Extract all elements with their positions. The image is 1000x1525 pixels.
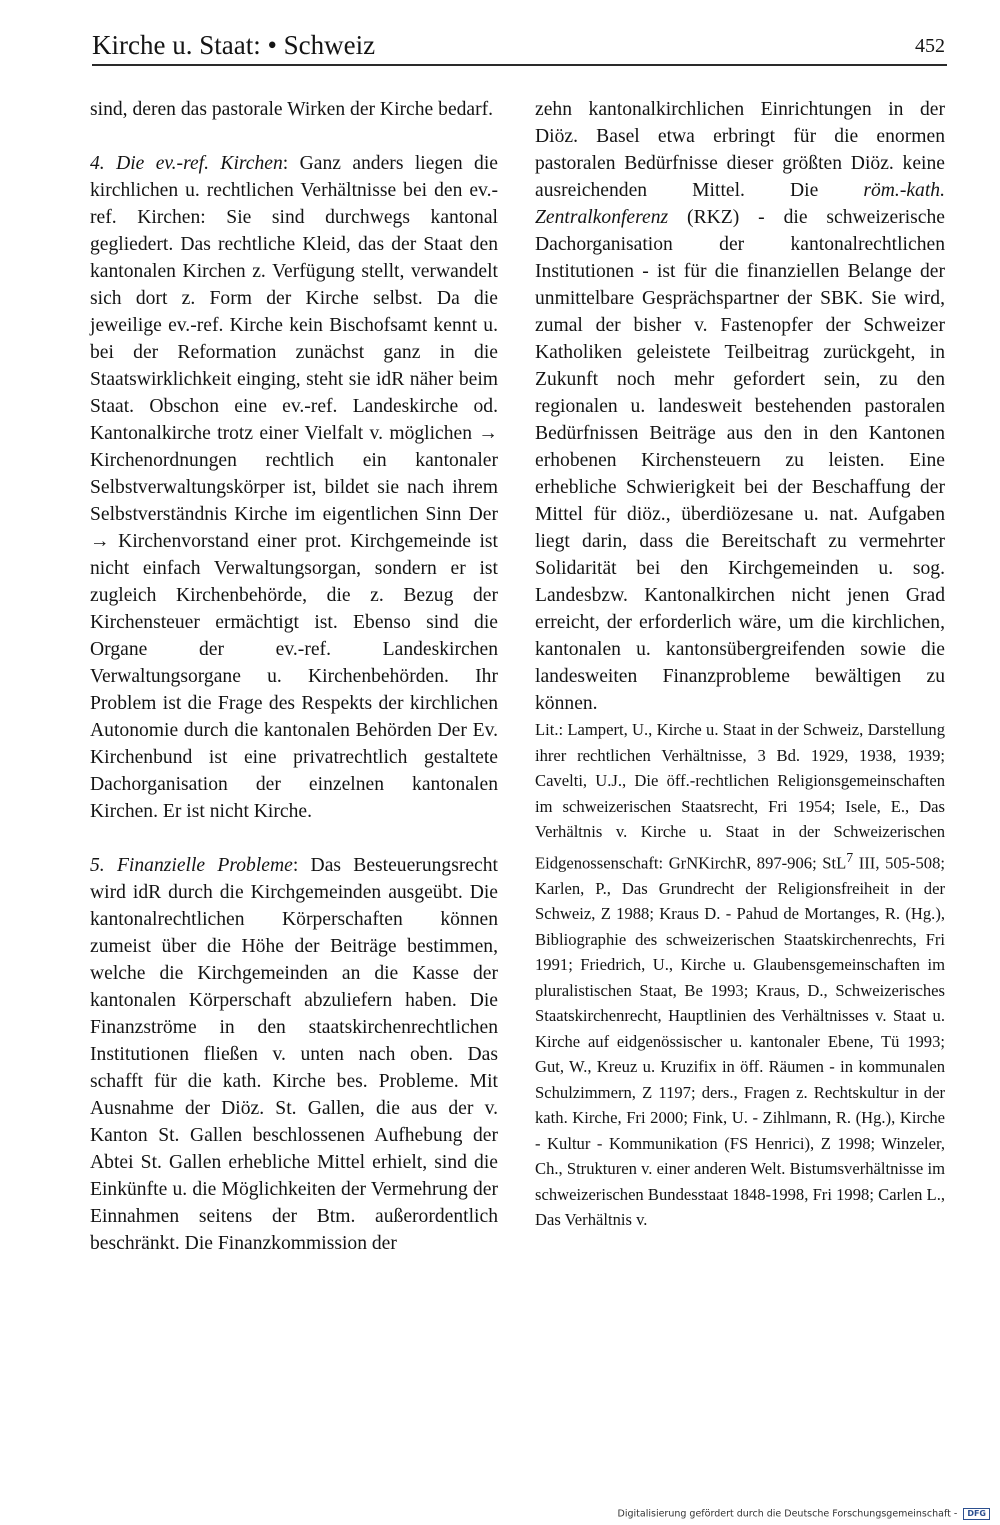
paragraph-continuation: sind, deren das pastorale Wirken der Kirche bedarf. <box>90 99 494 120</box>
running-head: Kirche u. Staat: • Schweiz <box>92 30 376 60</box>
page-number: 452 <box>915 35 945 57</box>
section-4-paragraph <box>90 150 498 825</box>
section-4-heading: 4. Die ev.-ref. Kirchen <box>90 153 283 174</box>
section-5-text: : Das Besteuerungsrecht wird idR durch die Kirchgemeinden ausgeübt. Die kantonalrechtlichen Körperschaften können zumeist über die Höhe der Beiträge bestimmen, welche die Kirchgemeinden an die Kasse der kantonalen Körperschaft abzuliefern haben. Die Finanzströme in den staatskirchenrechtlichen Institutionen fließen v. unten nach oben. Das schafft für die kath. Kirche bes. Probleme. Mit Ausnahme der Diöz. St. Gallen, die aus der v. Kanton St. Gallen beschlossenen Aufhebung der Abtei St. Gallen erhebliche Mittel erhielt, sind die Einkünfte u. die Möglichkeiten der Vermehrung der Einnahmen seitens der Btm. außerordentlich beschränkt. Die Finanzkommission der <box>90 855 498 1254</box>
literature-text-b: III, 505-508; Karlen, P., Das Grundrecht der Religionsfreiheit in der Schweiz, Z 1988; Kraus D. - Pahud de Mortanges, R. (Hg.), Bibliographie des schweizerischen Staatskirchenrechts, Fri 1991; Friedrich, U., Kirche u. Glaubensgemeinschaften im pluralistischen Staat, Be 1993; Kraus, D., Schweizerisches Staatskirchenrecht, Hauptlinien des Verhältnisses v. Staat u. Kirche auf eidgenössischer u. kantonaler Ebene, Tü 1993; Gut, W., Kreuz u. Kruzifix in öff. Räumen - in kommunalen Schulzimmern, Z 1197; ders., Fragen z. Rechtskultur in der kath. Kirche, Fri 2000; Fink, U. - Zihlmann, R. (Hg.), Kirche - Kultur - Kommunikation (FS Henrici), Z 1998; Winzeler, Ch., Strukturen v. einer anderen Welt. Bistumsverhältnisse im schweizerischen Bundesstaat 1848-1998, Fri 1998; Carlen L., Das Verhältnis v. <box>535 853 945 1230</box>
funding-footer <box>608 1508 990 1521</box>
page-header <box>92 30 947 66</box>
rkz-term: röm.-kath. Zentralkonferenz <box>535 180 945 228</box>
section-5-continuation <box>535 96 945 717</box>
right-column <box>535 96 945 1233</box>
continuation-text-a: zehn kantonalkirchlichen Einrichtungen in der Diöz. Basel etwa erbringt für die enormen pastoralen Bedürfnisse dieser größten Diöz. keine ausreichenden Mittel. Die <box>535 99 945 201</box>
edition-superscript: 7 <box>846 849 854 865</box>
literature-list <box>535 717 945 1233</box>
dfg-logo: DFG <box>963 1508 990 1520</box>
section-5-paragraph <box>90 852 498 1257</box>
funding-note: Digitalisierung gefördert durch die Deutsche Forschungsgemeinschaft - <box>617 1508 958 1520</box>
left-column <box>90 96 498 1257</box>
section-5-heading: 5. Finanzielle Probleme <box>90 855 293 876</box>
continuation-text-b: (RKZ) - die schweizerische Dachorganisation der kantonalrechtlichen Institutionen - ist für die finanziellen Belange der unmittelbare Gesprächspartner der SBK. Sie wird, zumal der bisher v. Fastenopfer der Schweizer Katholiken geleistete Teilbeitrag zurückgeht, in Zukunft noch mehr gefordert sein, zu den regionalen u. landesweit bestehenden pastoralen Bedürfnissen Beiträge aus den in den Kantonen erhobenen Kirchensteuern zu leisten. Eine erhebliche Schwierigkeit bei der Beschaffung der Mittel für diöz., überdiözesane u. nat. Aufgaben liegt darin, dass die Bereitschaft zu vermehrter Solidarität bei den Kirchgemeinden u. sog. Landesbzw. Kantonalkirchen nicht jenen Grad erreicht, der erforderlich wäre, um die kirchlichen, kantonalen u. kantonsübergreifenden sowie die landesweiten Finanzprobleme bewältigen zu können. <box>535 207 945 714</box>
literature-text-a: Lit.: Lampert, U., Kirche u. Staat in der Schweiz, Darstellung ihrer rechtlichen Verhältnisse, 3 Bd. 1929, 1938, 1939; Cavelti, U.J., Die öff.-rechtlichen Religionsgemeinschaften im schweizerischen Staatsrecht, Fri 1954; Isele, E., Das Verhältnis v. Kirche u. Staat in der Schweizerischen Eidgenossenschaft: GrNKirchR, 897-906; StL <box>535 720 945 873</box>
section-4-text: : Ganz anders liegen die kirchlichen u. rechtlichen Verhältnisse bei den ev.-ref. Kirchen: Sie sind durchwegs kantonal gegliedert. Das rechtliche Kleid, das der Staat den kantonalen Kirchen z. Verfügung stellt, verwandelt sich dort z. Form der Kirche selbst. Da die jeweilige ev.-ref. Kirche kein Bischofsamt kennt u. bei der Reformation zunächst ganz in die Staatswirklichkeit einging, steht sie idR näher beim Staat. Obschon eine ev.-ref. Landeskirche od. Kantonalkirche trotz einer Vielfalt v. möglichen → Kirchenordnungen rechtlich ein kantonaler Selbstverwaltungskörper ist, bildet sie nach ihrem Selbstverständnis Kirche im eigentlichen Sinn Der → Kirchenvorstand einer prot. Kirchgemeinde ist nicht einfach Verwaltungsorgan, sondern er ist zugleich Kirchenbehörde, die z. Bezug der Kirchensteuer ermächtigt ist. Ebenso sind die Organe der ev.-ref. Landeskirchen Verwaltungsorgane u. Kirchenbehörden. Ihr Problem ist die Frage des Respekts der kirchlichen Autonomie durch die kantonalen Behörden Der Ev. Kirchenbund ist eine privatrechtlich gestaltete Dachorganisation der einzelnen kantonalen Kirchen. Er ist nicht Kirche. <box>90 153 498 822</box>
